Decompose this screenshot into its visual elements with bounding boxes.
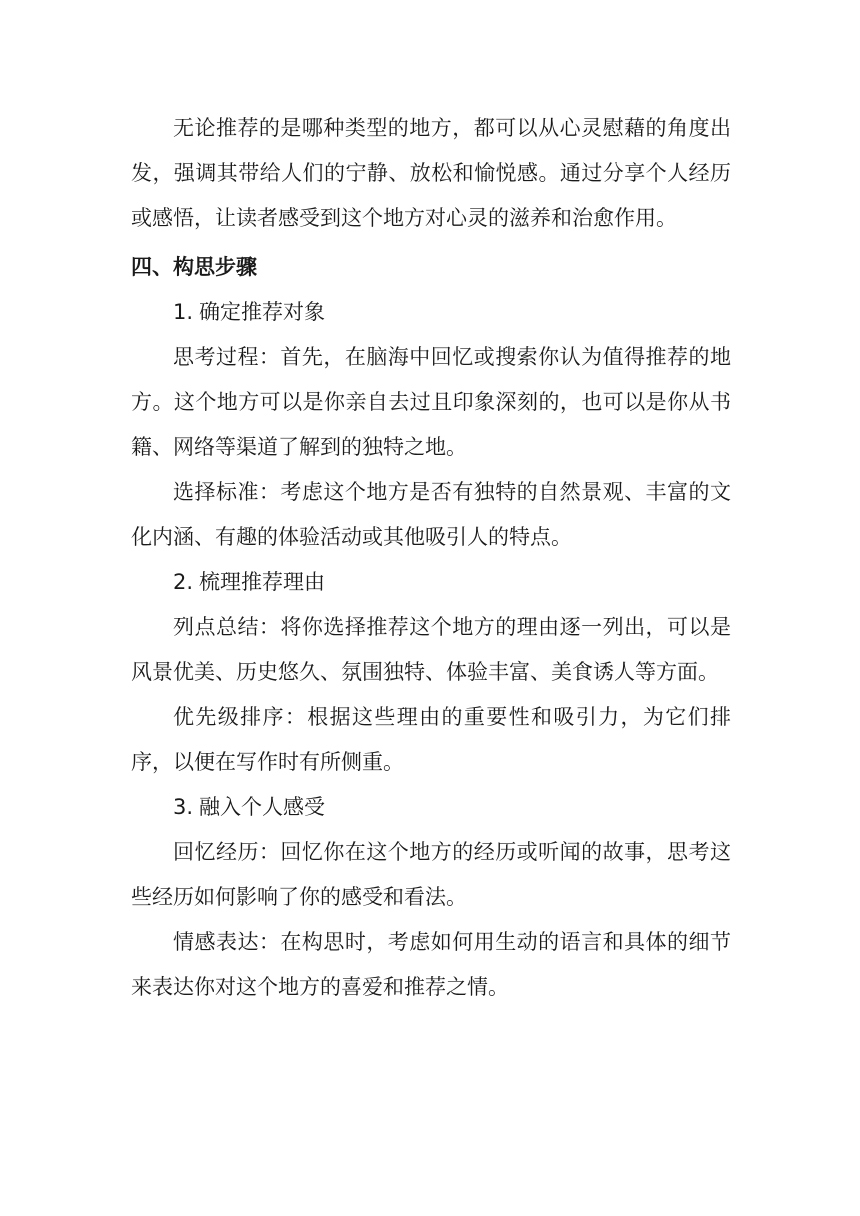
step-3-paragraph-2: 情感表达：在构思时，考虑如何用生动的语言和具体的细节来表达你对这个地方的喜爱和推荐之情。 xyxy=(131,930,731,999)
step-2-number: 2. xyxy=(173,570,194,594)
step-3-title: 融入个人感受 xyxy=(199,795,326,819)
step-3-number: 3. xyxy=(173,795,194,819)
step-2-heading xyxy=(131,560,731,605)
step-1-paragraph-2: 选择标准：考虑这个地方是否有独特的自然景观、丰富的文化内涵、有趣的体验活动或其他吸引人的特点。 xyxy=(131,480,731,549)
document-body xyxy=(131,106,731,1010)
step-3-heading xyxy=(131,785,731,830)
step-1-number: 1. xyxy=(173,300,194,324)
step-1-title: 确定推荐对象 xyxy=(199,300,326,324)
step-1-heading xyxy=(131,290,731,335)
step-2-title: 梳理推荐理由 xyxy=(199,570,326,594)
step-1-paragraph-1: 思考过程：首先，在脑海中回忆或搜索你认为值得推荐的地方。这个地方可以是你亲自去过且印象深刻的，也可以是你从书籍、网络等渠道了解到的独特之地。 xyxy=(131,345,731,459)
step-3-paragraph-1: 回忆经历：回忆你在这个地方的经历或听闻的故事，思考这些经历如何影响了你的感受和看法。 xyxy=(131,840,731,909)
step-2-paragraph-2: 优先级排序：根据这些理由的重要性和吸引力，为它们排序，以便在写作时有所侧重。 xyxy=(131,705,731,774)
section-heading: 四、构思步骤 xyxy=(131,255,257,279)
intro-paragraph: 无论推荐的是哪种类型的地方，都可以从心灵慰藉的角度出发，强调其带给人们的宁静、放松和愉悦感。通过分享个人经历或感悟，让读者感受到这个地方对心灵的滋养和治愈作用。 xyxy=(131,116,731,230)
step-2-paragraph-1: 列点总结：将你选择推荐这个地方的理由逐一列出，可以是风景优美、历史悠久、氛围独特、体验丰富、美食诱人等方面。 xyxy=(131,615,731,684)
